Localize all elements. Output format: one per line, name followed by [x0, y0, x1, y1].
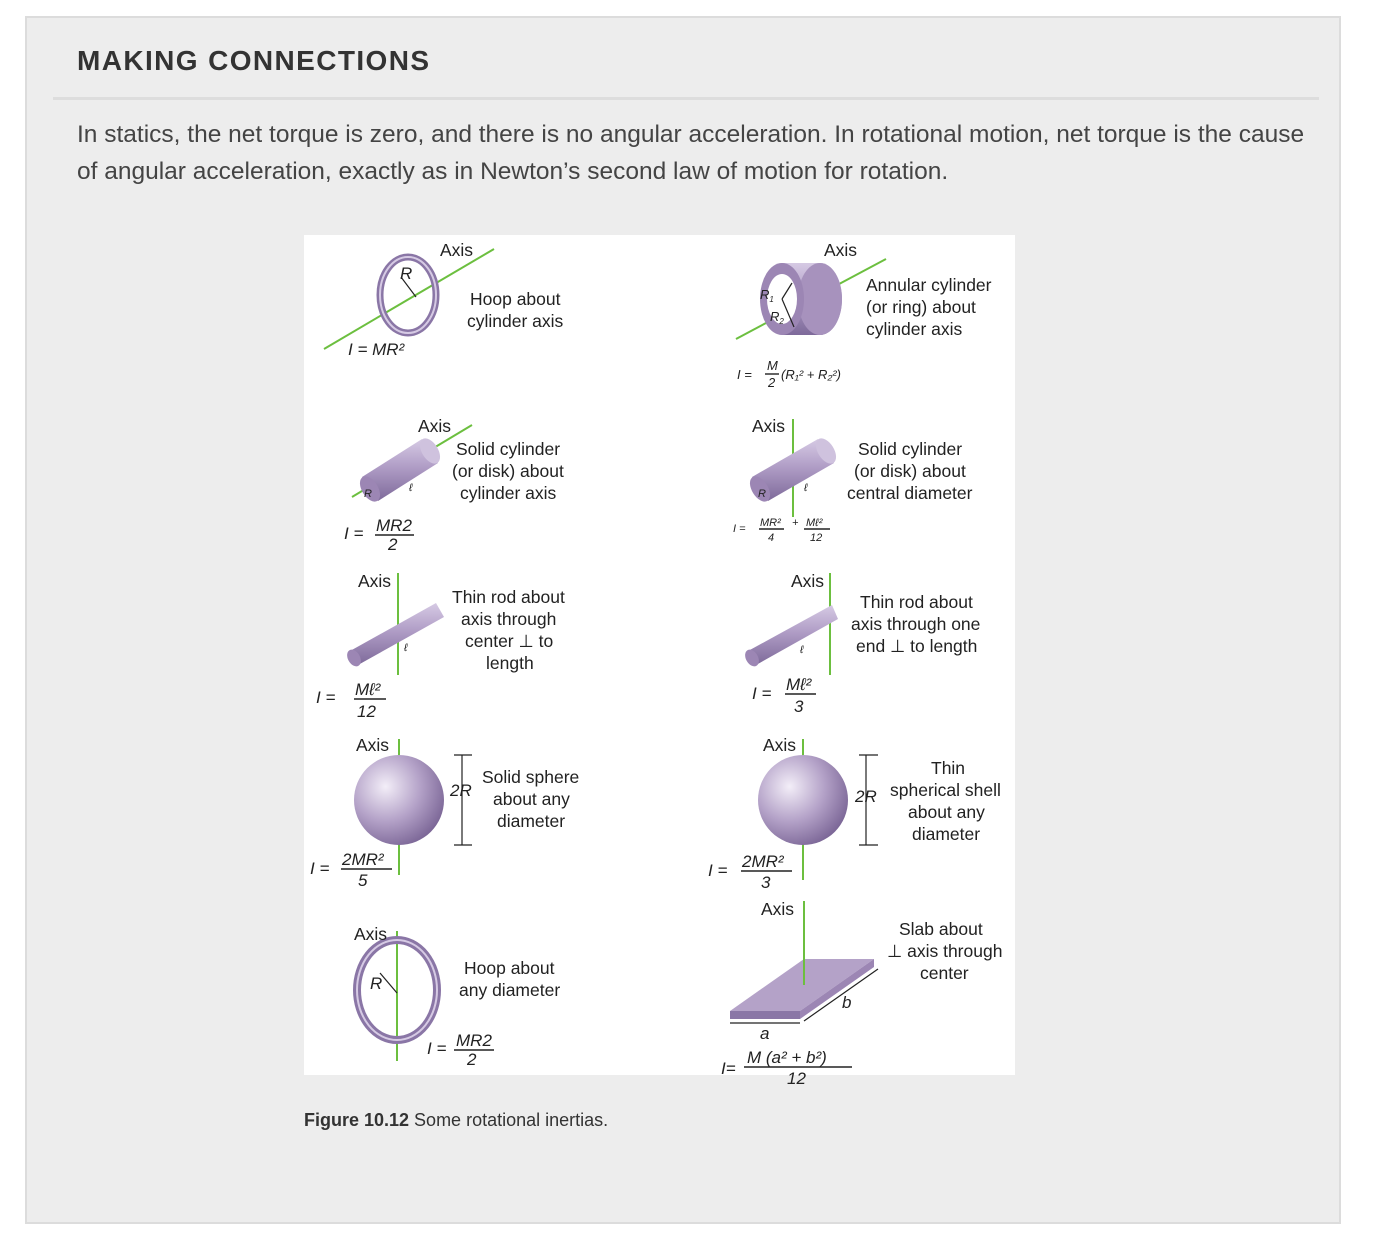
description-line-1: Solid sphere: [482, 767, 580, 787]
panel-annular-cylinder: [736, 240, 992, 390]
formula-prefix: I=: [721, 1059, 736, 1078]
sphere-shape: [354, 755, 444, 845]
description-line-3: center: [920, 963, 969, 983]
description-line-3: about any: [908, 802, 985, 822]
radius-2-label: $R_2$: [770, 309, 784, 326]
formula-denominator: 3: [794, 697, 804, 716]
formula-numerator: 2MR²: [742, 852, 784, 871]
thin-rod-shape: [748, 605, 838, 665]
length-label: ℓ: [404, 642, 408, 654]
panel-solid-cylinder-diameter: [733, 416, 973, 544]
description-line-2: cylinder axis: [467, 311, 564, 331]
description-line-3: center ⊥ to: [465, 631, 554, 651]
radius-label: R: [364, 488, 372, 500]
length-label: ℓ: [409, 482, 413, 494]
description-line-1: Thin rod about: [860, 592, 973, 612]
formula: I = MR²: [348, 340, 405, 359]
formula-prefix: I =: [344, 524, 364, 543]
dimension-label: 2R: [450, 781, 472, 800]
description-line-1: Slab about: [899, 919, 983, 939]
description-line-3: diameter: [497, 811, 566, 831]
description-line-3: end ⊥ to length: [856, 636, 978, 656]
dimension-label: 2R: [855, 787, 877, 806]
description-line-1: Annular cylinder: [866, 275, 992, 295]
radius-label: R: [370, 974, 383, 993]
panel-spherical-shell: [708, 735, 1001, 892]
figure-illustration: [304, 235, 1015, 1088]
panel-slab: [721, 899, 1002, 1088]
formula-prefix: I =: [310, 859, 330, 878]
formula-denominator-2: 12: [810, 532, 823, 544]
formula-numerator: MR2: [376, 516, 412, 535]
axis-label: Axis: [791, 571, 825, 591]
caption-label: Figure 10.12: [304, 1110, 410, 1130]
formula-denominator: 3: [761, 873, 771, 892]
formula-numerator-2: Mℓ²: [806, 517, 823, 529]
description-line-1: Hoop about: [464, 958, 555, 978]
formula-numerator: 2MR²: [342, 850, 384, 869]
axis-label: Axis: [440, 240, 474, 260]
description-line-2: ⊥ axis through: [887, 941, 1003, 961]
description-line-2: (or ring) about: [866, 297, 976, 317]
description-line-1: Hoop about: [470, 289, 561, 309]
shell-shape: [758, 755, 848, 845]
formula-numerator: MR2: [456, 1031, 492, 1050]
description-line-2: axis through: [461, 609, 557, 629]
axis-label: Axis: [418, 416, 452, 436]
description-line-3: cylinder axis: [460, 483, 557, 503]
heading-divider: [53, 97, 1319, 100]
axis-label: Axis: [763, 735, 797, 755]
description-line-2: spherical shell: [890, 780, 1001, 800]
axis-label: Axis: [752, 416, 786, 436]
formula-prefix: I =: [733, 523, 746, 535]
formula-prefix: I =: [427, 1039, 447, 1058]
panel-thin-rod-center: [316, 571, 565, 721]
panel-thin-rod-end: [742, 571, 980, 716]
description-line-2: axis through one: [851, 614, 981, 634]
description-line-4: length: [486, 653, 534, 673]
description-line-1: Solid cylinder: [858, 439, 963, 459]
description-line-2: (or disk) about: [854, 461, 966, 481]
box-paragraph: In statics, the net torque is zero, and there is no angular acceleration. In rotational motion, net torque is the cause of angular acceleration, exactly as in Newton’s second law of motion for rotation.: [77, 121, 1305, 185]
formula-plus: +: [792, 517, 799, 529]
formula-prefix: I =: [708, 861, 728, 880]
length-label: ℓ: [800, 644, 804, 656]
formula-denominator: 2: [768, 375, 776, 390]
formula-numerator: M (a² + b²): [747, 1048, 827, 1067]
axis-label: Axis: [356, 735, 390, 755]
caption-text: Some rotational inertias.: [409, 1110, 609, 1130]
description-line-1: Thin: [931, 758, 966, 778]
panel-solid-cylinder-axis: [344, 416, 564, 554]
radius-label: R: [758, 488, 766, 500]
formula-denominator: 12: [357, 702, 376, 721]
description-line-3: cylinder axis: [866, 319, 963, 339]
box-heading: MAKING CONNECTIONS: [77, 45, 431, 76]
formula-numerator: Mℓ²: [786, 675, 812, 694]
formula-prefix: I =: [752, 684, 772, 703]
formula-denominator: 5: [358, 871, 368, 890]
formula-denominator: 12: [787, 1069, 806, 1088]
description-line-1: Thin rod about: [452, 587, 565, 607]
panel-solid-sphere: [310, 735, 579, 890]
axis-label: Axis: [358, 571, 392, 591]
radius-arrow: [380, 973, 397, 993]
slab-top: [730, 959, 874, 1011]
description-line-2: (or disk) about: [452, 461, 564, 481]
formula-prefix: I =: [316, 688, 336, 707]
description-line-3: central diameter: [847, 483, 973, 503]
radius-1-label: $R_1$: [760, 287, 774, 304]
panel-hoop-diameter: [354, 924, 560, 1069]
rotational-inertia-figure: [304, 235, 1015, 1088]
formula-denominator: 2: [388, 535, 398, 554]
formula-numerator: Mℓ²: [355, 680, 381, 699]
axis-label: Axis: [824, 240, 858, 260]
formula-numerator-1: MR²: [760, 517, 781, 529]
formula-denominator: 2: [467, 1050, 477, 1069]
panel-hoop-cylinder-axis: [324, 240, 564, 359]
radius-label: R: [400, 264, 413, 283]
axis-label: Axis: [354, 924, 388, 944]
formula-prefix: I =: [737, 367, 752, 382]
description-line-4: diameter: [912, 824, 981, 844]
description-line-1: Solid cylinder: [456, 439, 561, 459]
dimension-a-label: a: [760, 1024, 770, 1043]
length-label: ℓ: [804, 482, 808, 494]
description-line-2: any diameter: [459, 980, 561, 1000]
axis-label: Axis: [761, 899, 795, 919]
formula-numerator: M: [767, 358, 778, 373]
description-line-2: about any: [493, 789, 570, 809]
figure-caption: [304, 1110, 608, 1131]
formula-rest: (R₁² + R₂²): [781, 367, 841, 382]
dimension-b-label: b: [842, 993, 852, 1012]
slab-front: [730, 1011, 800, 1019]
formula-denominator-1: 4: [768, 532, 775, 544]
